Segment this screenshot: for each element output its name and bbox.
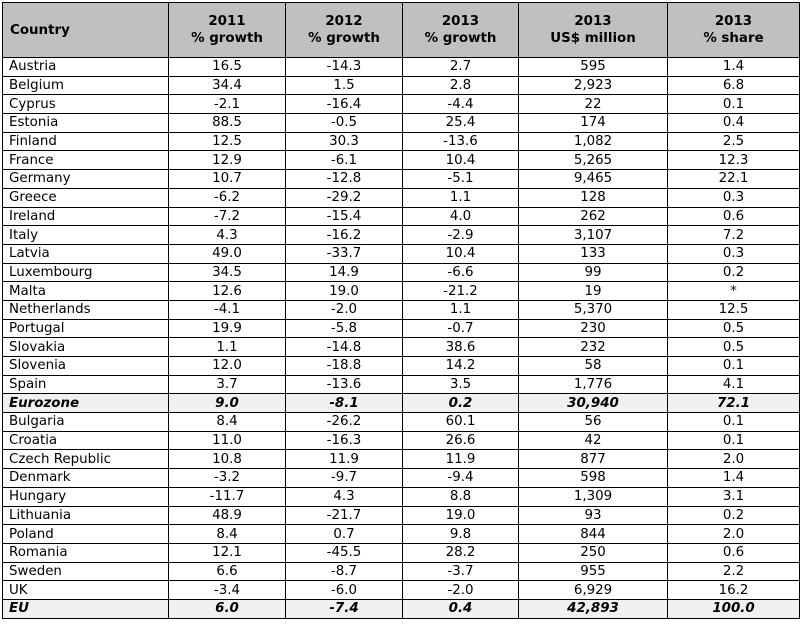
header-2011-growth <box>169 3 286 58</box>
table-row <box>3 170 800 189</box>
growth-2011-cell: 49.0 <box>169 244 286 263</box>
growth-2012-cell: -9.7 <box>286 469 403 488</box>
header-2012-growth <box>286 3 403 58</box>
growth-2012-cell: -8.1 <box>286 394 403 413</box>
table-row <box>3 132 800 151</box>
growth-2011-cell: 12.5 <box>169 132 286 151</box>
usd-2013-cell: 955 <box>519 562 668 581</box>
table-row <box>3 450 800 469</box>
usd-2013-cell: 42,893 <box>519 599 668 618</box>
usd-2013-cell: 595 <box>519 58 668 77</box>
growth-2011-cell: 11.0 <box>169 431 286 450</box>
usd-2013-cell: 232 <box>519 338 668 357</box>
table-row <box>3 543 800 562</box>
usd-2013-cell: 250 <box>519 543 668 562</box>
country-cell: Slovenia <box>3 357 169 376</box>
table-body <box>3 58 800 619</box>
table-row <box>3 506 800 525</box>
usd-2013-cell: 56 <box>519 413 668 432</box>
table-row <box>3 207 800 226</box>
share-2013-cell: 12.5 <box>668 300 800 319</box>
usd-2013-cell: 3,107 <box>519 226 668 245</box>
growth-2011-cell: -11.7 <box>169 487 286 506</box>
growth-2012-cell: 11.9 <box>286 450 403 469</box>
share-2013-cell: 0.5 <box>668 338 800 357</box>
share-2013-cell: 0.5 <box>668 319 800 338</box>
growth-2011-cell: 8.4 <box>169 525 286 544</box>
share-2013-cell: 72.1 <box>668 394 800 413</box>
header-2013-growth-year: 2013 <box>441 14 480 29</box>
table-row <box>3 244 800 263</box>
usd-2013-cell: 1,776 <box>519 375 668 394</box>
share-2013-cell: 2.5 <box>668 132 800 151</box>
table-row <box>3 487 800 506</box>
growth-2012-cell: -6.1 <box>286 151 403 170</box>
table-row <box>3 114 800 133</box>
table-row <box>3 300 800 319</box>
usd-2013-cell: 598 <box>519 469 668 488</box>
country-cell: Netherlands <box>3 300 169 319</box>
share-2013-cell: * <box>668 282 800 301</box>
table-row <box>3 357 800 376</box>
usd-2013-cell: 5,265 <box>519 151 668 170</box>
growth-2013-cell: 3.5 <box>403 375 519 394</box>
country-cell: Austria <box>3 58 169 77</box>
growth-2012-cell: -21.7 <box>286 506 403 525</box>
table-row <box>3 581 800 600</box>
usd-2013-cell: 22 <box>519 95 668 114</box>
share-2013-cell: 0.1 <box>668 431 800 450</box>
share-2013-cell: 7.2 <box>668 226 800 245</box>
growth-2013-cell: 8.8 <box>403 487 519 506</box>
growth-2012-cell: 1.5 <box>286 76 403 95</box>
table-row <box>3 469 800 488</box>
table-row <box>3 58 800 77</box>
growth-2012-cell: -5.8 <box>286 319 403 338</box>
country-cell: Croatia <box>3 431 169 450</box>
growth-2013-cell: -4.4 <box>403 95 519 114</box>
growth-2011-cell: 16.5 <box>169 58 286 77</box>
total-row <box>3 394 800 413</box>
growth-2011-cell: 3.7 <box>169 375 286 394</box>
growth-table <box>2 2 800 619</box>
growth-2012-cell: 19.0 <box>286 282 403 301</box>
usd-2013-cell: 9,465 <box>519 170 668 189</box>
share-2013-cell: 0.1 <box>668 413 800 432</box>
growth-2011-cell: 10.7 <box>169 170 286 189</box>
growth-2011-cell: 1.1 <box>169 338 286 357</box>
growth-2013-cell: -6.6 <box>403 263 519 282</box>
country-cell: Czech Republic <box>3 450 169 469</box>
usd-2013-cell: 30,940 <box>519 394 668 413</box>
country-cell: Latvia <box>3 244 169 263</box>
growth-2011-cell: 12.6 <box>169 282 286 301</box>
growth-2012-cell: -14.8 <box>286 338 403 357</box>
usd-2013-cell: 262 <box>519 207 668 226</box>
country-cell: Eurozone <box>3 394 169 413</box>
growth-2013-cell: 14.2 <box>403 357 519 376</box>
share-2013-cell: 1.4 <box>668 469 800 488</box>
share-2013-cell: 100.0 <box>668 599 800 618</box>
country-cell: Lithuania <box>3 506 169 525</box>
growth-2012-cell: 4.3 <box>286 487 403 506</box>
growth-2011-cell: 8.4 <box>169 413 286 432</box>
growth-2011-cell: -7.2 <box>169 207 286 226</box>
country-cell: Belgium <box>3 76 169 95</box>
growth-2012-cell: -7.4 <box>286 599 403 618</box>
table-row <box>3 151 800 170</box>
growth-2013-cell: 10.4 <box>403 151 519 170</box>
header-2013-usd <box>519 3 668 58</box>
share-2013-cell: 4.1 <box>668 375 800 394</box>
share-2013-cell: 2.0 <box>668 450 800 469</box>
growth-2012-cell: -16.4 <box>286 95 403 114</box>
growth-2011-cell: 34.4 <box>169 76 286 95</box>
country-cell: France <box>3 151 169 170</box>
growth-2013-cell: 28.2 <box>403 543 519 562</box>
growth-2012-cell: -26.2 <box>286 413 403 432</box>
growth-2011-cell: 6.6 <box>169 562 286 581</box>
growth-2013-cell: 0.2 <box>403 394 519 413</box>
share-2013-cell: 3.1 <box>668 487 800 506</box>
share-2013-cell: 2.0 <box>668 525 800 544</box>
growth-2012-cell: -6.0 <box>286 581 403 600</box>
growth-2013-cell: 25.4 <box>403 114 519 133</box>
total-row <box>3 599 800 618</box>
growth-2013-cell: 4.0 <box>403 207 519 226</box>
growth-2011-cell: 88.5 <box>169 114 286 133</box>
usd-2013-cell: 6,929 <box>519 581 668 600</box>
table-row <box>3 319 800 338</box>
header-2013-usd-label: US$ million <box>550 31 636 46</box>
share-2013-cell: 0.1 <box>668 357 800 376</box>
growth-2012-cell: -33.7 <box>286 244 403 263</box>
growth-2013-cell: -0.7 <box>403 319 519 338</box>
growth-2011-cell: 12.1 <box>169 543 286 562</box>
growth-2013-cell: 10.4 <box>403 244 519 263</box>
usd-2013-cell: 5,370 <box>519 300 668 319</box>
header-2012-growth-label: % growth <box>308 31 380 46</box>
usd-2013-cell: 844 <box>519 525 668 544</box>
growth-2012-cell: -15.4 <box>286 207 403 226</box>
growth-2011-cell: 34.5 <box>169 263 286 282</box>
growth-2012-cell: -8.7 <box>286 562 403 581</box>
country-cell: Luxembourg <box>3 263 169 282</box>
growth-2013-cell: -21.2 <box>403 282 519 301</box>
country-cell: Cyprus <box>3 95 169 114</box>
country-cell: Portugal <box>3 319 169 338</box>
header-row <box>3 3 800 58</box>
usd-2013-cell: 133 <box>519 244 668 263</box>
table-row <box>3 76 800 95</box>
header-2013-share-label: % share <box>703 31 764 46</box>
share-2013-cell: 16.2 <box>668 581 800 600</box>
growth-2012-cell: 14.9 <box>286 263 403 282</box>
table-row <box>3 431 800 450</box>
usd-2013-cell: 174 <box>519 114 668 133</box>
share-2013-cell: 0.6 <box>668 543 800 562</box>
growth-2013-cell: -9.4 <box>403 469 519 488</box>
growth-2011-cell: -3.2 <box>169 469 286 488</box>
usd-2013-cell: 1,309 <box>519 487 668 506</box>
growth-2013-cell: 19.0 <box>403 506 519 525</box>
growth-2013-cell: 0.4 <box>403 599 519 618</box>
growth-2011-cell: 4.3 <box>169 226 286 245</box>
share-2013-cell: 0.2 <box>668 506 800 525</box>
share-2013-cell: 1.4 <box>668 58 800 77</box>
growth-2012-cell: -0.5 <box>286 114 403 133</box>
growth-2013-cell: 1.1 <box>403 188 519 207</box>
country-cell: Bulgaria <box>3 413 169 432</box>
country-cell: Poland <box>3 525 169 544</box>
growth-2011-cell: 9.0 <box>169 394 286 413</box>
country-cell: Denmark <box>3 469 169 488</box>
growth-2011-cell: 6.0 <box>169 599 286 618</box>
growth-2013-cell: 9.8 <box>403 525 519 544</box>
share-2013-cell: 0.4 <box>668 114 800 133</box>
growth-2013-cell: -5.1 <box>403 170 519 189</box>
growth-2013-cell: 2.8 <box>403 76 519 95</box>
share-2013-cell: 2.2 <box>668 562 800 581</box>
share-2013-cell: 0.3 <box>668 244 800 263</box>
table-row <box>3 95 800 114</box>
growth-2013-cell: 11.9 <box>403 450 519 469</box>
growth-2012-cell: -14.3 <box>286 58 403 77</box>
share-2013-cell: 22.1 <box>668 170 800 189</box>
growth-2013-cell: -2.0 <box>403 581 519 600</box>
country-cell: UK <box>3 581 169 600</box>
country-cell: EU <box>3 599 169 618</box>
growth-2012-cell: 0.7 <box>286 525 403 544</box>
growth-2011-cell: 19.9 <box>169 319 286 338</box>
growth-2013-cell: 2.7 <box>403 58 519 77</box>
growth-2011-cell: 10.8 <box>169 450 286 469</box>
country-cell: Malta <box>3 282 169 301</box>
growth-2011-cell: 48.9 <box>169 506 286 525</box>
growth-2013-cell: 26.6 <box>403 431 519 450</box>
table-row <box>3 188 800 207</box>
growth-2013-cell: 60.1 <box>403 413 519 432</box>
share-2013-cell: 0.1 <box>668 95 800 114</box>
share-2013-cell: 0.3 <box>668 188 800 207</box>
table-row <box>3 413 800 432</box>
share-2013-cell: 0.6 <box>668 207 800 226</box>
growth-2012-cell: -45.5 <box>286 543 403 562</box>
growth-2013-cell: 38.6 <box>403 338 519 357</box>
usd-2013-cell: 128 <box>519 188 668 207</box>
growth-2012-cell: -16.2 <box>286 226 403 245</box>
usd-2013-cell: 230 <box>519 319 668 338</box>
country-cell: Romania <box>3 543 169 562</box>
growth-2012-cell: -2.0 <box>286 300 403 319</box>
country-cell: Estonia <box>3 114 169 133</box>
country-cell: Germany <box>3 170 169 189</box>
country-cell: Ireland <box>3 207 169 226</box>
header-2013-share-year: 2013 <box>714 14 753 29</box>
growth-2011-cell: -2.1 <box>169 95 286 114</box>
growth-2012-cell: 30.3 <box>286 132 403 151</box>
table-row <box>3 226 800 245</box>
share-2013-cell: 0.2 <box>668 263 800 282</box>
country-cell: Greece <box>3 188 169 207</box>
share-2013-cell: 12.3 <box>668 151 800 170</box>
usd-2013-cell: 42 <box>519 431 668 450</box>
growth-2011-cell: -4.1 <box>169 300 286 319</box>
country-cell: Italy <box>3 226 169 245</box>
growth-2011-cell: 12.0 <box>169 357 286 376</box>
growth-2013-cell: -2.9 <box>403 226 519 245</box>
table-row <box>3 525 800 544</box>
country-cell: Spain <box>3 375 169 394</box>
usd-2013-cell: 93 <box>519 506 668 525</box>
growth-2013-cell: -3.7 <box>403 562 519 581</box>
usd-2013-cell: 58 <box>519 357 668 376</box>
header-2012-growth-year: 2012 <box>325 14 363 29</box>
usd-2013-cell: 2,923 <box>519 76 668 95</box>
header-2013-growth <box>403 3 519 58</box>
growth-2011-cell: -3.4 <box>169 581 286 600</box>
country-cell: Slovakia <box>3 338 169 357</box>
growth-2012-cell: -16.3 <box>286 431 403 450</box>
country-cell: Finland <box>3 132 169 151</box>
usd-2013-cell: 99 <box>519 263 668 282</box>
header-2013-usd-year: 2013 <box>574 14 612 29</box>
growth-2012-cell: -13.6 <box>286 375 403 394</box>
growth-2013-cell: -13.6 <box>403 132 519 151</box>
header-country: Country <box>3 3 169 58</box>
growth-2013-cell: 1.1 <box>403 300 519 319</box>
growth-2011-cell: 12.9 <box>169 151 286 170</box>
header-2011-growth-label: % growth <box>191 31 263 46</box>
usd-2013-cell: 1,082 <box>519 132 668 151</box>
growth-2012-cell: -18.8 <box>286 357 403 376</box>
header-2011-growth-year: 2011 <box>208 14 246 29</box>
growth-2012-cell: -29.2 <box>286 188 403 207</box>
header-2013-growth-label: % growth <box>424 31 497 46</box>
country-cell: Sweden <box>3 562 169 581</box>
table-row <box>3 562 800 581</box>
growth-2012-cell: -12.8 <box>286 170 403 189</box>
table-row <box>3 375 800 394</box>
table-row <box>3 282 800 301</box>
usd-2013-cell: 877 <box>519 450 668 469</box>
table-row <box>3 338 800 357</box>
table-row <box>3 263 800 282</box>
share-2013-cell: 6.8 <box>668 76 800 95</box>
growth-2011-cell: -6.2 <box>169 188 286 207</box>
country-cell: Hungary <box>3 487 169 506</box>
header-2013-share <box>668 3 800 58</box>
usd-2013-cell: 19 <box>519 282 668 301</box>
